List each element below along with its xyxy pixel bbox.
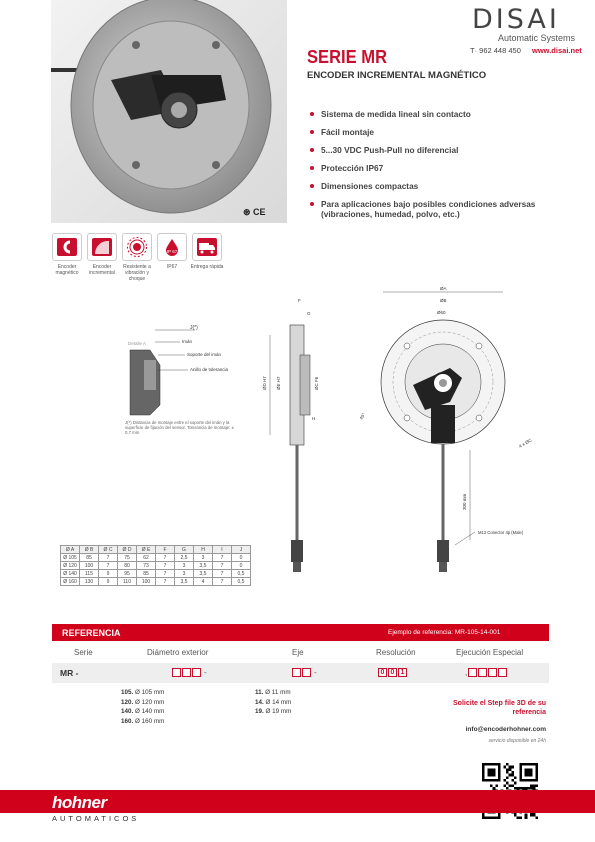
feature-item: Fácil montaje	[310, 127, 570, 137]
feature-item: Dimensiones compactas	[310, 181, 570, 191]
table-cell: 7	[99, 554, 118, 562]
shaft-options	[255, 688, 291, 717]
availability-note: servicio disponible en 24h	[488, 738, 546, 744]
special-code-boxes[interactable]	[463, 668, 507, 677]
table-cell: 7	[156, 578, 175, 586]
contact-email-link[interactable]: info@encoderhohner.com	[465, 726, 546, 733]
table-header: J	[232, 546, 251, 554]
table-cell: 62	[137, 554, 156, 562]
table-cell: 0,5	[232, 570, 251, 578]
table-header: Ø A	[61, 546, 80, 554]
reference-column-shaft: Eje	[292, 648, 304, 657]
detail-label: Soporte del imán	[187, 352, 222, 357]
table-row	[61, 570, 251, 578]
code-box[interactable]	[292, 668, 301, 677]
detail-dim: J(*)	[190, 325, 198, 331]
diameter-option: 120. Ø 120 mm	[121, 698, 165, 706]
table-cell: 7	[213, 554, 232, 562]
magnet-icon	[52, 233, 82, 261]
table-cell: 7	[156, 570, 175, 578]
icon-incremental	[87, 233, 117, 276]
detail-label: Anillo de tolerancia	[190, 367, 229, 372]
reference-title: REFERENCIA	[62, 628, 121, 638]
incremental-icon	[87, 233, 117, 261]
table-cell: 9	[99, 578, 118, 586]
feature-list	[310, 109, 570, 227]
detail-note: J(*) Distancia de montaje entre el soporte del imán y la superficie de fijación del sensor. Tolerancia de montaje: ± 0,7 mm	[125, 420, 234, 435]
brand-subtitle: Automatic Systems	[498, 33, 576, 43]
separator-dash: -	[204, 668, 207, 677]
feature-icons	[52, 233, 222, 293]
footer-brand-logo: hohner	[52, 793, 107, 812]
shaft-code-boxes[interactable]	[292, 668, 317, 677]
code-box[interactable]	[488, 668, 497, 677]
code-box[interactable]: 1	[398, 668, 407, 677]
table-row	[61, 578, 251, 586]
brand-web-link[interactable]: www.disai.net	[532, 46, 582, 55]
table-cell: 4	[194, 578, 213, 586]
side-dim: G	[307, 311, 311, 316]
table-cell: 2,5	[175, 554, 194, 562]
table-cell: 80	[118, 562, 137, 570]
cable-length: 300 mm	[462, 493, 467, 510]
connector-label: M12 Conector 4p (Male)	[478, 530, 524, 535]
icon-vibration	[122, 233, 152, 282]
shaft-option: 19. Ø 19 mm	[255, 708, 292, 715]
table-cell: 7	[213, 578, 232, 586]
table-cell: 3	[194, 554, 213, 562]
diameter-option: 160. Ø 160 mm	[121, 717, 165, 725]
feature-item: 5...30 VDC Push-Pull no diferencial	[310, 145, 570, 155]
table-cell: 0,5	[232, 578, 251, 586]
code-box[interactable]	[302, 668, 311, 677]
table-cell: 7	[213, 562, 232, 570]
table-cell: 85	[137, 570, 156, 578]
table-cell: 130	[80, 578, 99, 586]
ip67-icon	[157, 233, 187, 261]
table-cell: Ø 105	[61, 554, 80, 562]
side-view-drawing	[262, 298, 319, 572]
table-cell: 7	[156, 562, 175, 570]
table-header: Ø C	[99, 546, 118, 554]
table-cell: 7	[213, 570, 232, 578]
table-cell: 100	[80, 562, 99, 570]
table-cell: Ø 120	[61, 562, 80, 570]
icon-label: Encoder incremental	[89, 264, 115, 276]
table-header: I	[213, 546, 232, 554]
table-cell: 3	[175, 570, 194, 578]
detail-label: Imán	[182, 339, 193, 344]
ip67-badge: IP 67	[166, 249, 178, 254]
footer-brand-sub: AUTOMATICOS	[52, 814, 140, 823]
code-box[interactable]	[192, 668, 201, 677]
detail-a-drawing	[125, 325, 235, 450]
table-cell: Ø 160	[61, 578, 80, 586]
side-dim: H	[312, 416, 316, 421]
feature-item: Para aplicaciones bajo posibles condiciones adversas (vibraciones, humedad, polvo, etc.)	[310, 199, 570, 219]
icon-ip67	[157, 233, 187, 270]
separator-dash: -	[314, 668, 317, 677]
table-cell: 0	[232, 554, 251, 562]
reference-column-diameter: Diámetro exterior	[147, 648, 209, 657]
diameter-option: 105. Ø 105 mm	[121, 689, 165, 696]
dimension-table-body	[61, 554, 251, 586]
table-cell: 3,5	[175, 578, 194, 586]
reference-column-series: Serie	[74, 648, 93, 657]
table-cell: 95	[118, 570, 137, 578]
side-dim: ØC F6	[314, 376, 319, 390]
reference-column-resolution: Resolución	[376, 648, 416, 657]
table-header: H	[194, 546, 213, 554]
feature-item: Sistema de medida lineal sin contacto	[310, 109, 570, 119]
shaft-option: 14. Ø 14 mm	[255, 698, 292, 706]
table-cell: 0	[232, 562, 251, 570]
resolution-code-boxes[interactable]	[378, 668, 407, 677]
table-cell: 75	[118, 554, 137, 562]
icon-label: IP67	[166, 264, 178, 270]
dimension-table	[60, 545, 251, 586]
table-header: Ø B	[80, 546, 99, 554]
front-dim: ØB	[440, 298, 447, 303]
diameter-options	[121, 688, 164, 726]
table-cell: 3,5	[194, 562, 213, 570]
table-cell: 3	[175, 562, 194, 570]
feature-item: Protección IP67	[310, 163, 570, 173]
code-box[interactable]	[478, 668, 487, 677]
table-header: Ø E	[137, 546, 156, 554]
code-box[interactable]	[182, 668, 191, 677]
front-dim: 4 x ØC	[518, 437, 533, 449]
table-row	[61, 562, 251, 570]
reference-column-special: Ejecución Especial	[456, 648, 524, 657]
table-cell: 3,5	[194, 570, 213, 578]
truck-icon	[192, 233, 222, 261]
diameter-code-boxes[interactable]	[172, 668, 207, 677]
side-dim: F	[298, 298, 301, 303]
table-cell: 7	[99, 562, 118, 570]
front-view-drawing	[359, 286, 534, 572]
code-box[interactable]	[498, 668, 507, 677]
brand-phone: T· 962 448 450	[470, 46, 521, 55]
side-dim: ØD H7	[262, 376, 267, 390]
separator-comma: ,	[465, 668, 468, 677]
icon-label: Resistente a vibración y choque	[123, 264, 151, 282]
product-subtitle: ENCODER INCREMENTAL MAGNÉTICO	[307, 70, 487, 81]
table-cell: 7	[156, 554, 175, 562]
front-dim: Ø60	[437, 310, 446, 315]
diameter-option: 140. Ø 140 mm	[121, 708, 165, 715]
table-header: G	[175, 546, 194, 554]
brand-logo: DISAI	[472, 4, 560, 35]
table-header: Ø D	[118, 546, 137, 554]
table-cell: 100	[137, 578, 156, 586]
front-dim: 45°	[358, 412, 367, 421]
vibration-icon	[122, 233, 152, 261]
shaft-option: 11. Ø 11 mm	[255, 689, 291, 696]
icon-label: Entrega rápida	[190, 264, 224, 270]
table-cell: 9	[99, 570, 118, 578]
table-cell: 115	[80, 570, 99, 578]
icon-magnet	[52, 233, 82, 276]
code-box[interactable]	[172, 668, 181, 677]
table-cell: 85	[80, 554, 99, 562]
front-dim: ØA	[440, 286, 447, 291]
code-box[interactable]: 0	[388, 668, 397, 677]
side-dim: ØE H7	[276, 376, 281, 390]
product-photo	[51, 0, 287, 223]
code-box[interactable]	[468, 668, 477, 677]
reference-example: Ejemplo de referencia: MR-105-14-001	[388, 629, 501, 636]
table-cell: Ø 140	[61, 570, 80, 578]
step-file-request[interactable]: Solicite el Step file 3D de su referencia	[453, 700, 546, 716]
svg-text:⊛ CE: ⊛ CE	[243, 207, 266, 217]
reference-series-code: MR -	[60, 668, 79, 678]
icon-truck	[192, 233, 222, 270]
icon-label: Encoder magnético	[55, 264, 79, 276]
table-row	[61, 554, 251, 562]
table-header: F	[156, 546, 175, 554]
table-header-row	[61, 546, 251, 554]
detail-caption: Detalle A	[128, 341, 147, 346]
product-title: SERIE MR	[307, 47, 388, 67]
table-cell: 110	[118, 578, 137, 586]
code-box[interactable]: 0	[378, 668, 387, 677]
table-cell: 73	[137, 562, 156, 570]
